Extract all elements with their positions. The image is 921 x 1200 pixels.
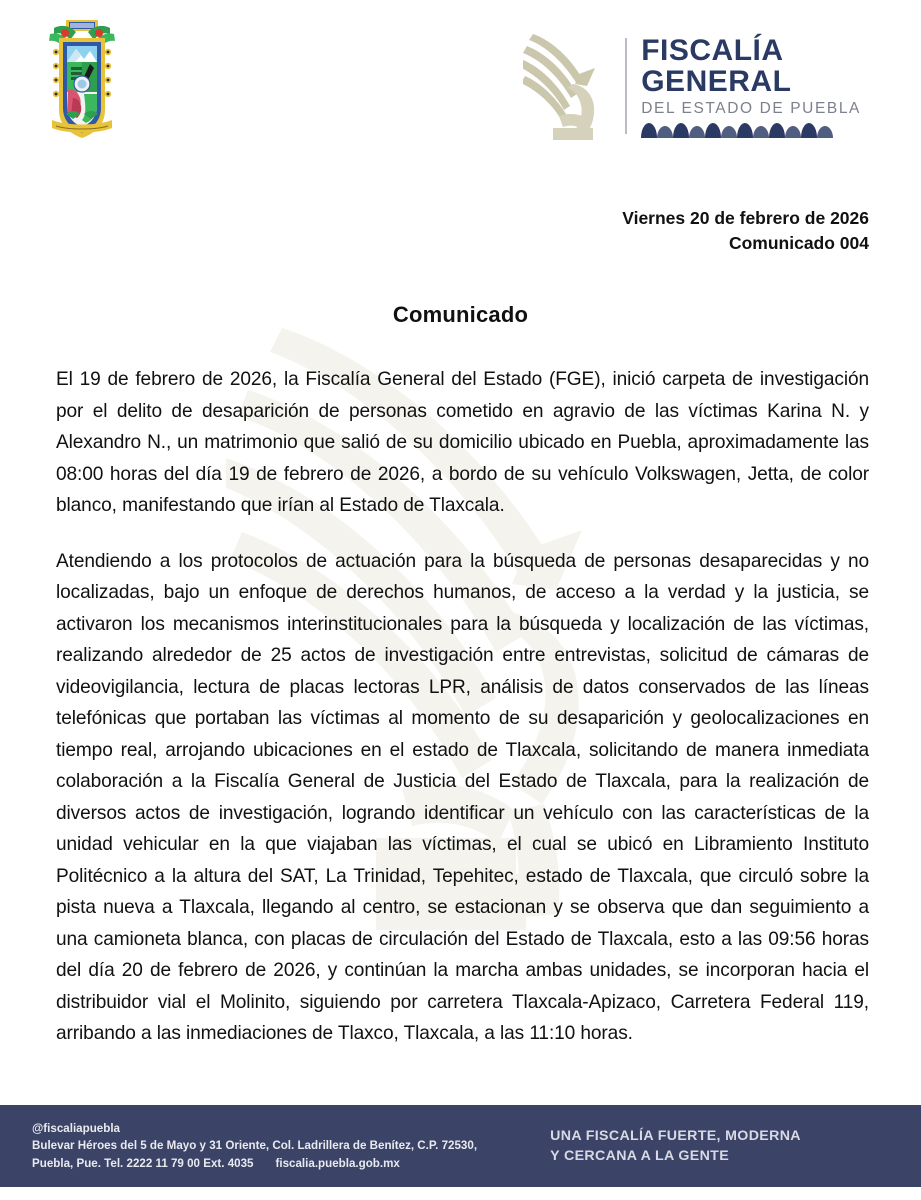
footer-slogan-line1: UNA FISCALÍA FUERTE, MODERNA — [550, 1128, 801, 1144]
body-paragraph: El 19 de febrero de 2026, la Fiscalía General del Estado (FGE), inició carpeta de investigación por el delito de desaparición de personas cometido en agravio de las víctimas Karina N. y Alexandro N., un matrimonio que salió de su domicilio ubicado en Puebla, aproximadamente las 08:00 horas del día 19 de febrero de 2026, a bordo de su vehículo Volkswagen, Jetta, de color blanco, manifestando que irían al Estado de Tlaxcala. — [56, 369, 869, 516]
footer-slogan-line2: Y CERCANA A LA GENTE — [550, 1148, 730, 1164]
footer-address: Bulevar Héroes del 5 de Mayo y 31 Oriente, Col. Ladrillera de Benítez, C.P. 72530, — [32, 1139, 478, 1153]
page-footer — [0, 1105, 921, 1187]
footer-bottom-strip — [0, 1187, 921, 1200]
footer-slogan — [534, 1126, 801, 1166]
puebla-coat-of-arms-icon — [46, 14, 118, 146]
fge-logo-lockup — [523, 32, 861, 140]
document-body — [0, 364, 921, 1050]
decorative-pattern-band — [641, 122, 833, 138]
logo-line-estado: DEL ESTADO DE PUEBLA — [641, 99, 861, 117]
logo-line-general: GENERAL — [641, 64, 792, 98]
page-header — [0, 0, 921, 160]
fge-wing-figure-icon — [523, 32, 619, 140]
dateline-block — [0, 206, 921, 256]
fge-wordmark — [641, 35, 861, 138]
logo-line-fiscalia: FISCALÍA — [641, 33, 784, 67]
logo-divider — [625, 38, 627, 134]
body-paragraph: Atendiendo a los protocolos de actuación para la búsqueda de personas desaparecidas y no localizadas, bajo un enfoque de derechos humanos, de acceso a la verdad y la justicia, se activaron los mecanismos interinstitucionales para la búsqueda y localización de las víctimas, realizando alrededor de 25 actos de investigación entre entrevistas, solicitud de cámaras de videovigilancia, lectura de placas lectoras LPR, análisis de datos conservados de las líneas telefónicas que portaban las víctimas al momento de su desaparición y geolocalizaciones en tiempo real, arrojando ubicaciones en el estado de Tlaxcala, solicitando de manera inmediata colaboración a la Fiscalía General de Justicia del Estado de Tlaxcala, para la realización de diversos actos de investigación, logrando identificar un vehículo con las características de la unidad vehicular en la que viajaban las víctimas, el cual se ubicó en Libramiento Instituto Politécnico a la altura del SAT, La Trinidad, Tepehitec, estado de Tlaxcala, que circuló sobre la pista nueva a Tlaxcala, llegando al centro, se estacionan y se observa que dan seguimiento a una camioneta blanca, con placas de circulación del Estado de Tlaxcala, esto a las 09:56 horas del día 20 de febrero de 2026, y continúan la marcha ambas unidades, se incorporan hacia el distribuidor vial el Molinito, siguiendo por carretera Tlaxcala-Apizaco, Carretera Federal 119, arribando a las inmediaciones de Tlaxco, Tlaxcala, a las 11:10 horas. — [56, 550, 869, 1044]
footer-phone: Puebla, Pue. Tel. 2222 11 79 00 Ext. 4035 — [32, 1156, 254, 1170]
footer-contact-block — [0, 1120, 534, 1173]
dateline-number: Comunicado 004 — [728, 233, 869, 253]
footer-website[interactable]: fiscalia.puebla.gob.mx — [275, 1156, 400, 1170]
footer-social-handle[interactable]: @fiscaliapuebla — [32, 1121, 120, 1135]
dateline-date: Viernes 20 de febrero de 2026 — [622, 208, 869, 228]
page-title: Comunicado — [392, 302, 529, 327]
footer-phone-line — [32, 1155, 534, 1173]
